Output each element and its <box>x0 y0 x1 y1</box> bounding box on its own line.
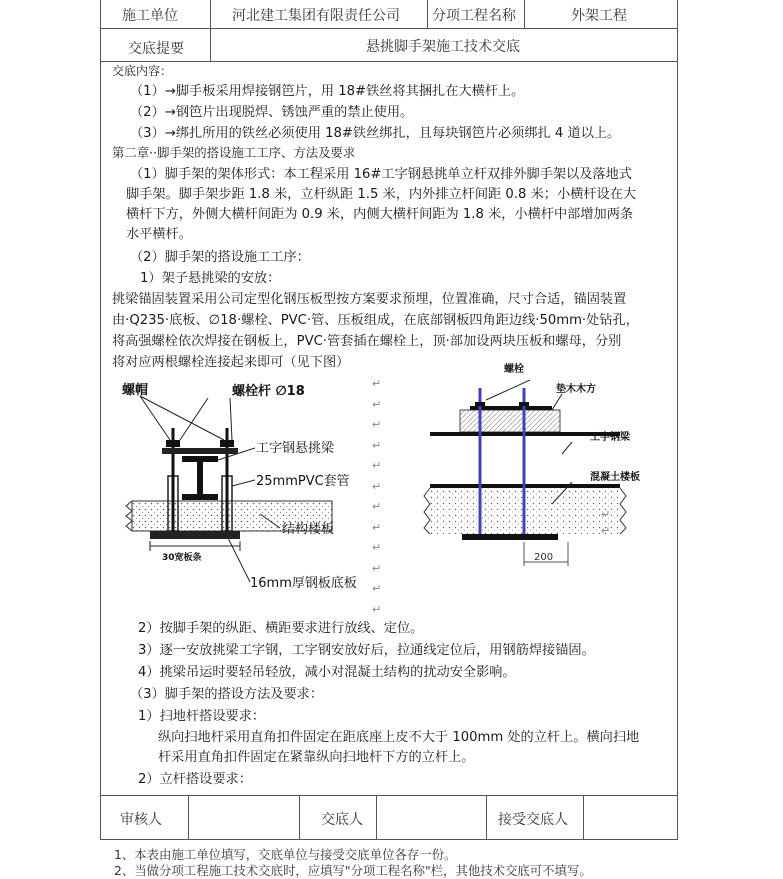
text-line: （2）脚手架的搭设施工工序： <box>130 250 310 265</box>
text-line: （2）→钢笆片出现脱焊、锈蚀严重的禁止使用。 <box>130 105 414 120</box>
text-line: 纵向扫地杆采用直角扣件固定在距底座上皮不大于 100mm 处的立杆上。横向扫地 <box>158 730 640 745</box>
project-label: 分项工程名称 <box>432 8 516 24</box>
label-pad: 垫木木方 <box>556 384 596 395</box>
top-plate <box>162 448 238 454</box>
ibeam-bottom <box>182 494 218 500</box>
paragraph-marks: ↵ ↵ ↵ ↵ ↵ ↵ ↵ ↵ ↵ ↵ ↵ ↵ <box>372 377 382 616</box>
label-ibeam: 工字钢梁 <box>590 432 630 443</box>
giver-label: 交底人 <box>321 812 363 828</box>
label-pvc: 25mmPVC套管 <box>256 474 350 489</box>
bottom-steel-plate <box>462 534 558 540</box>
label-bottom: 16mm厚钢板底板 <box>250 576 357 591</box>
paragraph-marks: ↵ ↵ <box>601 508 611 537</box>
text-line: 4）挑梁吊运时要轻吊轻放，减小对混凝土结构的扰动安全影响。 <box>138 665 516 680</box>
label-nut: 螺帽 <box>122 383 149 398</box>
text-line: （3）脚手架的搭设方法及要求： <box>130 687 324 702</box>
label-ibeam: 工字钢悬挑梁 <box>256 441 335 456</box>
text-line: （1）脚手架的架体形式：本工程采用 16#工字钢悬挑单立杆双排外脚手架以及落地式 <box>130 167 632 182</box>
label-bolt: 螺栓 <box>504 364 524 375</box>
text-line: （1）→脚手板采用焊接钢笆片，用 18#铁丝将其捆扎在大横杆上。 <box>130 84 525 99</box>
project-value: 外架工程 <box>571 8 627 24</box>
bottom-plate <box>150 531 240 539</box>
footnote-2: 2、当做分项工程施工技术交底时，应填写"分项工程名称"栏，其他技术交底可不填写。 <box>114 863 592 878</box>
text-line: 将对应两根螺栓连接起来即可（见下图） <box>112 355 350 370</box>
unit-value: 河北建工集团有限责任公司 <box>232 8 400 24</box>
reviewer-label: 审核人 <box>120 812 162 828</box>
ibeam-web <box>197 462 203 494</box>
label-slab: 混凝土楼板 <box>590 472 640 483</box>
summary-label: 交底提要 <box>128 41 184 57</box>
text-line: 2）按脚手架的纵距、横距要求进行放线、定位。 <box>138 621 424 636</box>
anchor-section-diagram <box>120 376 380 596</box>
label-bolt: 螺栓杆 ∅18 <box>232 384 305 399</box>
pressure-plate <box>470 406 552 410</box>
anchor-elevation-diagram <box>412 358 642 573</box>
footnote-1: 1、本表由施工单位填写，交底单位与接受交底单位各存一份。 <box>114 847 457 862</box>
text-line: 挑梁锚固装置采用公司定型化钢压板型按方案要求预埋，位置准确，尺寸合适，锚固装置 <box>112 292 627 307</box>
text-line: 1）扫地杆搭设要求： <box>138 709 266 724</box>
summary-value: 悬挑脚手架施工技术交底 <box>366 39 520 55</box>
text-line: 横杆下方，外侧大横杆间距为 0.9 米，内侧大横杆间距为 1.8 米，小横杆中部增加两条 <box>126 207 634 222</box>
timber-pad <box>460 410 560 432</box>
nut-right <box>220 440 234 447</box>
text-line: （3）→绑扎所用的铁丝必须使用 18#铁丝绑扎，且每块钢笆片必须绑扎 4 道以上。 <box>130 126 621 141</box>
text-line: 由·Q235·底板、∅18·螺栓、PVC·管、压板组成，在底部钢板四角距边线·50mm·处钻孔， <box>112 313 639 328</box>
content-intro: 交底内容： <box>112 64 173 78</box>
unit-label: 施工单位 <box>122 8 178 24</box>
label-plate: 30宽板条 <box>162 553 202 563</box>
text-line: 将高强螺栓依次焊接在钢板上，PVC·管套插在螺栓上，顶·部加设两块压板和螺母，分别 <box>112 334 622 349</box>
label-slab: 结构楼板 <box>282 522 335 537</box>
text-line: 1）架子悬挑梁的安放： <box>140 271 281 286</box>
ibeam-top <box>182 456 218 462</box>
text-line: 杆采用直角扣件固定在紧靠纵向扫地杆下方的立杆上。 <box>158 750 475 765</box>
text-line: 2）立杆搭设要求： <box>138 772 252 787</box>
chapter-heading: 第二章··脚手架的搭设施工工序、方法及要求 <box>112 145 356 160</box>
text-line: 脚手架。脚手架步距 1.8 米，立杆纵距 1.5 米，内外排立杆间距 0.8 米；小横杆设在大 <box>126 187 637 202</box>
text-line: 水平横杆。 <box>126 227 192 242</box>
receiver-label: 接受交底人 <box>498 812 568 828</box>
nut-left <box>166 440 180 447</box>
text-line: 3）逐一安放挑梁工字钢，工字钢安放好后，拉通线定位后，用钢筋焊接锚固。 <box>138 643 595 658</box>
label-dim: 200 <box>534 552 554 563</box>
